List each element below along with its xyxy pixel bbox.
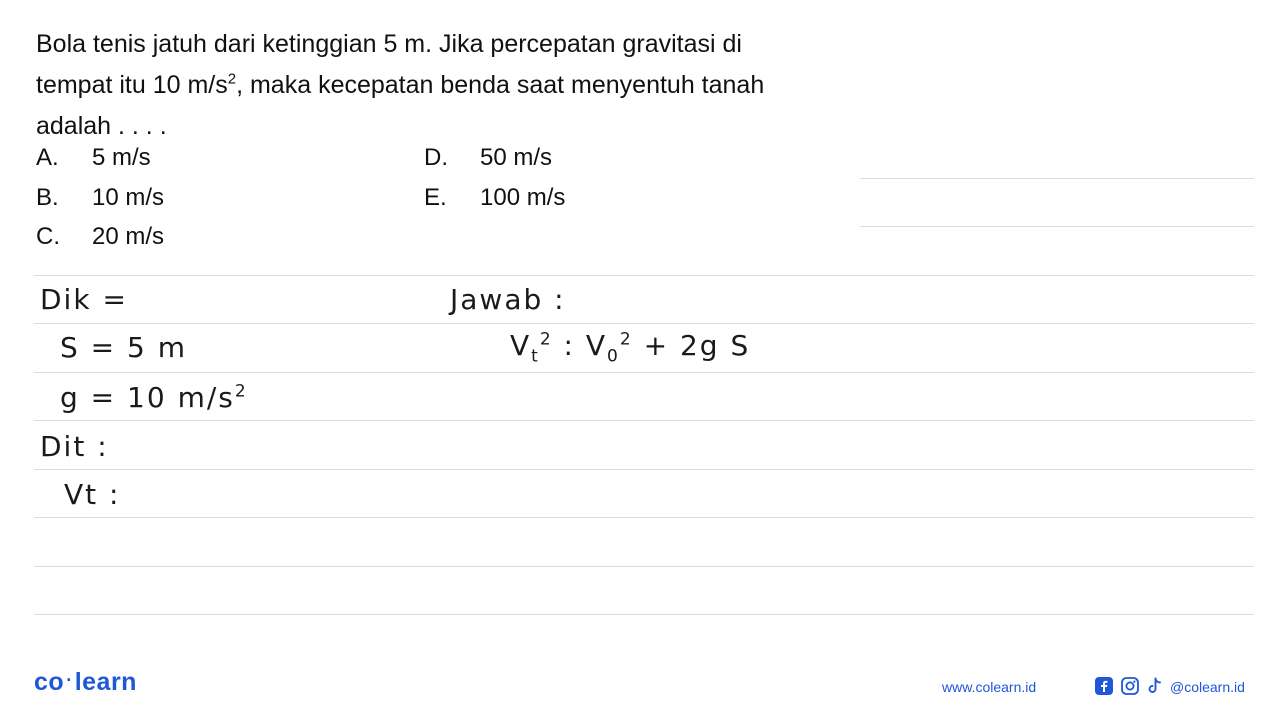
question-text [36,24,866,147]
option-letter: D. [424,144,448,171]
ruled-line [34,420,1254,421]
question-line-2-end: , maka kecepatan benda saat menyentuh tanah [236,71,765,99]
hw-eq-sub-t: t [531,346,540,367]
tiktok-icon[interactable] [1146,677,1164,695]
logo-dot: · [66,670,73,690]
hw-eq-end: + 2g S [632,329,751,362]
option-value: 10 m/s [92,184,165,211]
hw-equation [510,329,750,367]
option-letter: B. [36,184,59,211]
question-exponent: 2 [227,70,237,88]
option-a[interactable] [36,143,151,173]
hw-vt: Vt : [64,478,121,511]
hw-s-value: S = 5 m [60,331,188,364]
website-link[interactable]: www.colearn.id [942,679,1037,695]
hw-eq-sup-2: 2 [619,329,633,350]
option-letter: E. [424,184,447,211]
option-c[interactable] [36,222,164,252]
question-line-2-start: tempat itu 10 m/s [36,71,228,99]
ruled-line [34,517,1254,518]
question-line-3: adalah . . . . [36,112,167,140]
social-handle[interactable]: @colearn.id [1170,679,1245,695]
ruled-line [860,226,1254,227]
option-letter: C. [36,223,60,250]
option-value: 100 m/s [480,184,566,211]
option-value: 50 m/s [480,144,553,171]
question-line-2 [36,65,866,106]
ruled-line [34,275,1254,276]
option-value: 20 m/s [92,223,165,250]
ruled-line [34,323,1254,324]
hw-eq-sup-1: 2 [539,329,553,350]
instagram-icon[interactable] [1121,677,1139,695]
hw-jawab: Jawab : [450,283,566,316]
option-d[interactable] [424,143,552,173]
hw-g-exponent: 2 [234,381,248,402]
ruled-line [34,469,1254,470]
ruled-line [860,178,1254,179]
option-letter: A. [36,144,59,171]
ruled-line [34,614,1254,615]
option-value: 5 m/s [92,144,151,171]
facebook-icon[interactable] [1095,677,1113,695]
hw-eq-mid: : V [552,329,608,362]
hw-g-text: g = 10 m/s [60,381,235,414]
hw-dit: Dit : [40,430,109,463]
hw-dik: Dik = [40,283,128,316]
ruled-line [34,566,1254,567]
question-line-1: Bola tenis jatuh dari ketinggian 5 m. Jika percepatan gravitasi di [36,30,742,58]
option-b[interactable] [36,183,164,213]
logo-co: co [34,668,65,696]
logo-learn: learn [74,668,137,696]
colearn-logo[interactable] [34,668,137,697]
hw-eq-v: V [510,329,532,362]
option-e[interactable] [424,183,565,213]
ruled-line [34,372,1254,373]
hw-g-value [60,381,248,414]
hw-eq-sub-0: 0 [607,346,620,367]
